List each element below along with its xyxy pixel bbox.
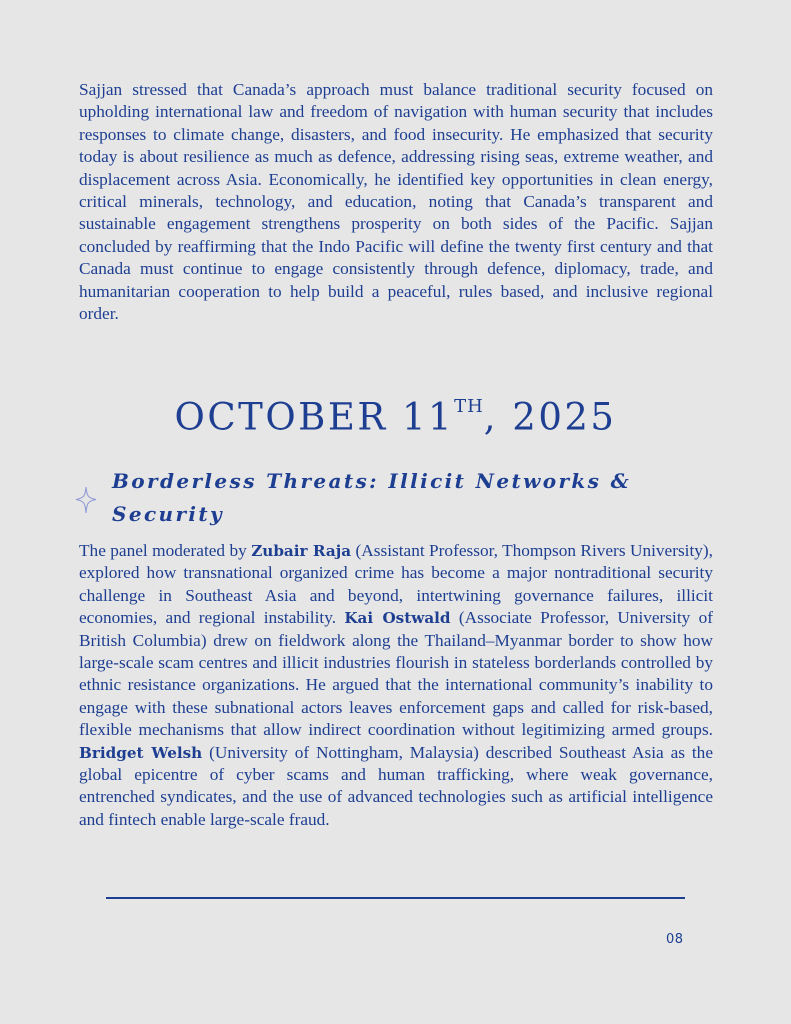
page-number: 08 — [666, 932, 684, 947]
section-title: Borderless Threats: Illicit Networks & Security — [112, 469, 632, 526]
speaker-name: Bridget Welsh — [79, 743, 203, 762]
bottom-divider — [106, 897, 685, 899]
date-suffix: , 2025 — [483, 395, 617, 439]
speaker-name: Kai Ostwald — [344, 609, 451, 628]
paragraph-text: (Associate Professor, University of British Columbia) drew on fieldwork along the Thailand–Myanmar border to show how large-scale scam centres and illicit industries flourish in stateless borderlands controlled by ethnic resistance organizations. He argued that the international community’s inability to engage with these subnational actors leaves enforcement gaps and called for risk-based, flexible mechanisms that allow indirect coordination without legitimizing armed groups. — [79, 608, 713, 740]
paragraph-text: (Assistant Professor, Thompson Rivers University), explored how transnational organized crime has become a major nontraditional security challenge in Southeast Asia and beyond, intertwining governance failures, illicit economies, and regional instability. — [79, 541, 713, 628]
date-heading — [0, 386, 791, 442]
intro-paragraph: Sajjan stressed that Canada’s approach must balance traditional security focused on upholding international law and freedom of navigation with human security that includes responses to climate change, disasters, and food insecurity. He emphasized that security today is about resilience as much as defence, addressing rising seas, extreme weather, and displacement across Asia. Economically, he identified key opportunities in clean energy, critical minerals, technology, and education, noting that Canada’s transparent and sustainable engagement strengthens prosperity on both sides of the Pacific. Sajjan concluded by reaffirming that the Indo Pacific will define the twenty first century and that Canada must continue to engage consistently through defence, diplomacy, trade, and humanitarian cooperation to help build a peaceful, rules based, and inclusive regional order. — [79, 80, 713, 324]
paragraph-text: (University of Nottingham, Malaysia) described Southeast Asia as the global epicentre of cyber scams and human trafficking, where weak governance, entrenched syndicates, and the use of advanced technologies such as artificial intelligence and fintech enable large-scale fraud. — [79, 742, 713, 829]
date-prefix: OCTOBER 11 — [174, 395, 455, 439]
sparkle-icon — [74, 485, 98, 515]
paragraph-text: The panel moderated by — [79, 541, 252, 560]
panel-paragraph — [79, 540, 713, 831]
speaker-name: Zubair Raja — [251, 542, 352, 560]
date-superscript: TH — [454, 396, 484, 417]
